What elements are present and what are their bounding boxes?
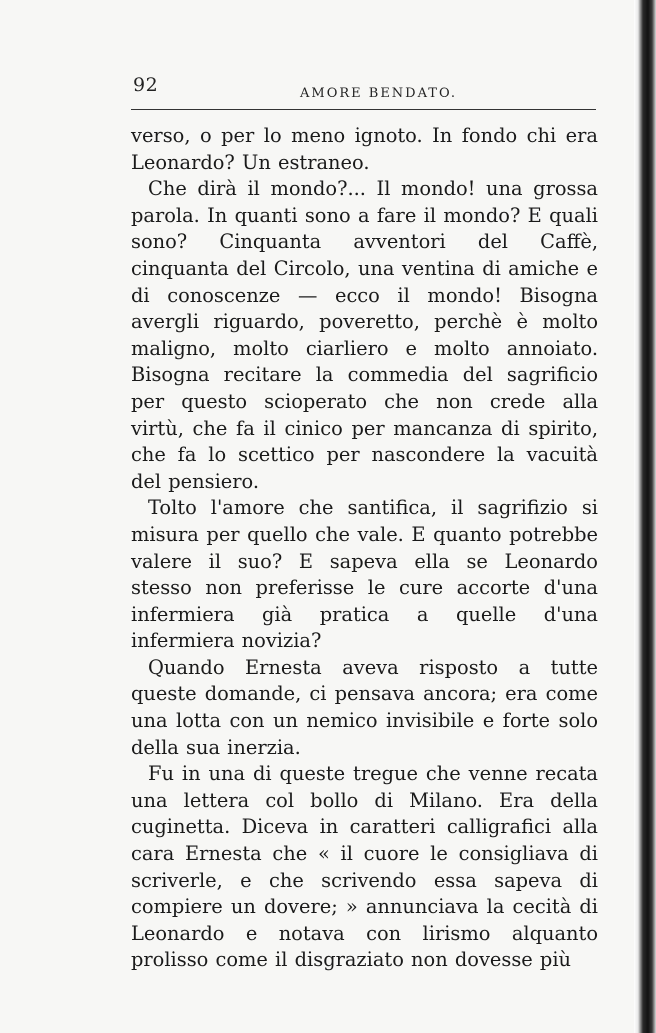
paragraph: Che dirà il mondo?... Il mondo! una grossa parola. In quanti sono a fare il mondo? E quali sono? Cinquanta avventori del Caffè, cinquanta del Circolo, una ventina di amiche e di conoscenze — ecco il mondo! Bisogna avergli riguardo, poveretto, perchè è molto maligno, molto ciarliero e molto annoiato. Bisogna recitare la commedia del sagrificio per questo scioperato che non crede alla virtù, che fa il cinico per mancanza di spirito, che fa lo scettico per nascondere la vacuità del pensiero. (131, 177, 598, 493)
paragraph-continued: verso, o per lo meno ignoto. In fondo chi era Leonardo? Un estraneo. (131, 124, 598, 174)
body-text (131, 123, 598, 974)
running-title: AMORE BENDATO. (300, 86, 457, 101)
header-rule (131, 109, 596, 110)
page-edge-shadow (634, 0, 656, 1033)
page-number: 92 (133, 74, 159, 96)
paragraph: Quando Ernesta aveva risposto a tutte queste domande, ci pensava ancora; era come una lotta con un nemico invisibile e forte solo della sua inerzia. (131, 655, 598, 759)
paragraph: Tolto l'amore che santifica, il sagrifizio si misura per quello che vale. E quanto potrebbe valere il suo? E sapeva ella se Leonardo stesso non preferisse le cure accorte d'una infermiera già pratica a quelle d'una infermiera novizia? (131, 496, 598, 653)
paragraph: Fu in una di queste tregue che venne recata una lettera col bollo di Milano. Era della cuginetta. Diceva in caratteri calligrafici alla cara Ernesta che « il cuore le consigliava di scriverle, e che scrivendo essa sapeva di compiere un dovere; » annunciava la cecità di Leonardo e notava con lirismo alquanto prolisso come il disgraziato non dovesse più (131, 762, 598, 972)
